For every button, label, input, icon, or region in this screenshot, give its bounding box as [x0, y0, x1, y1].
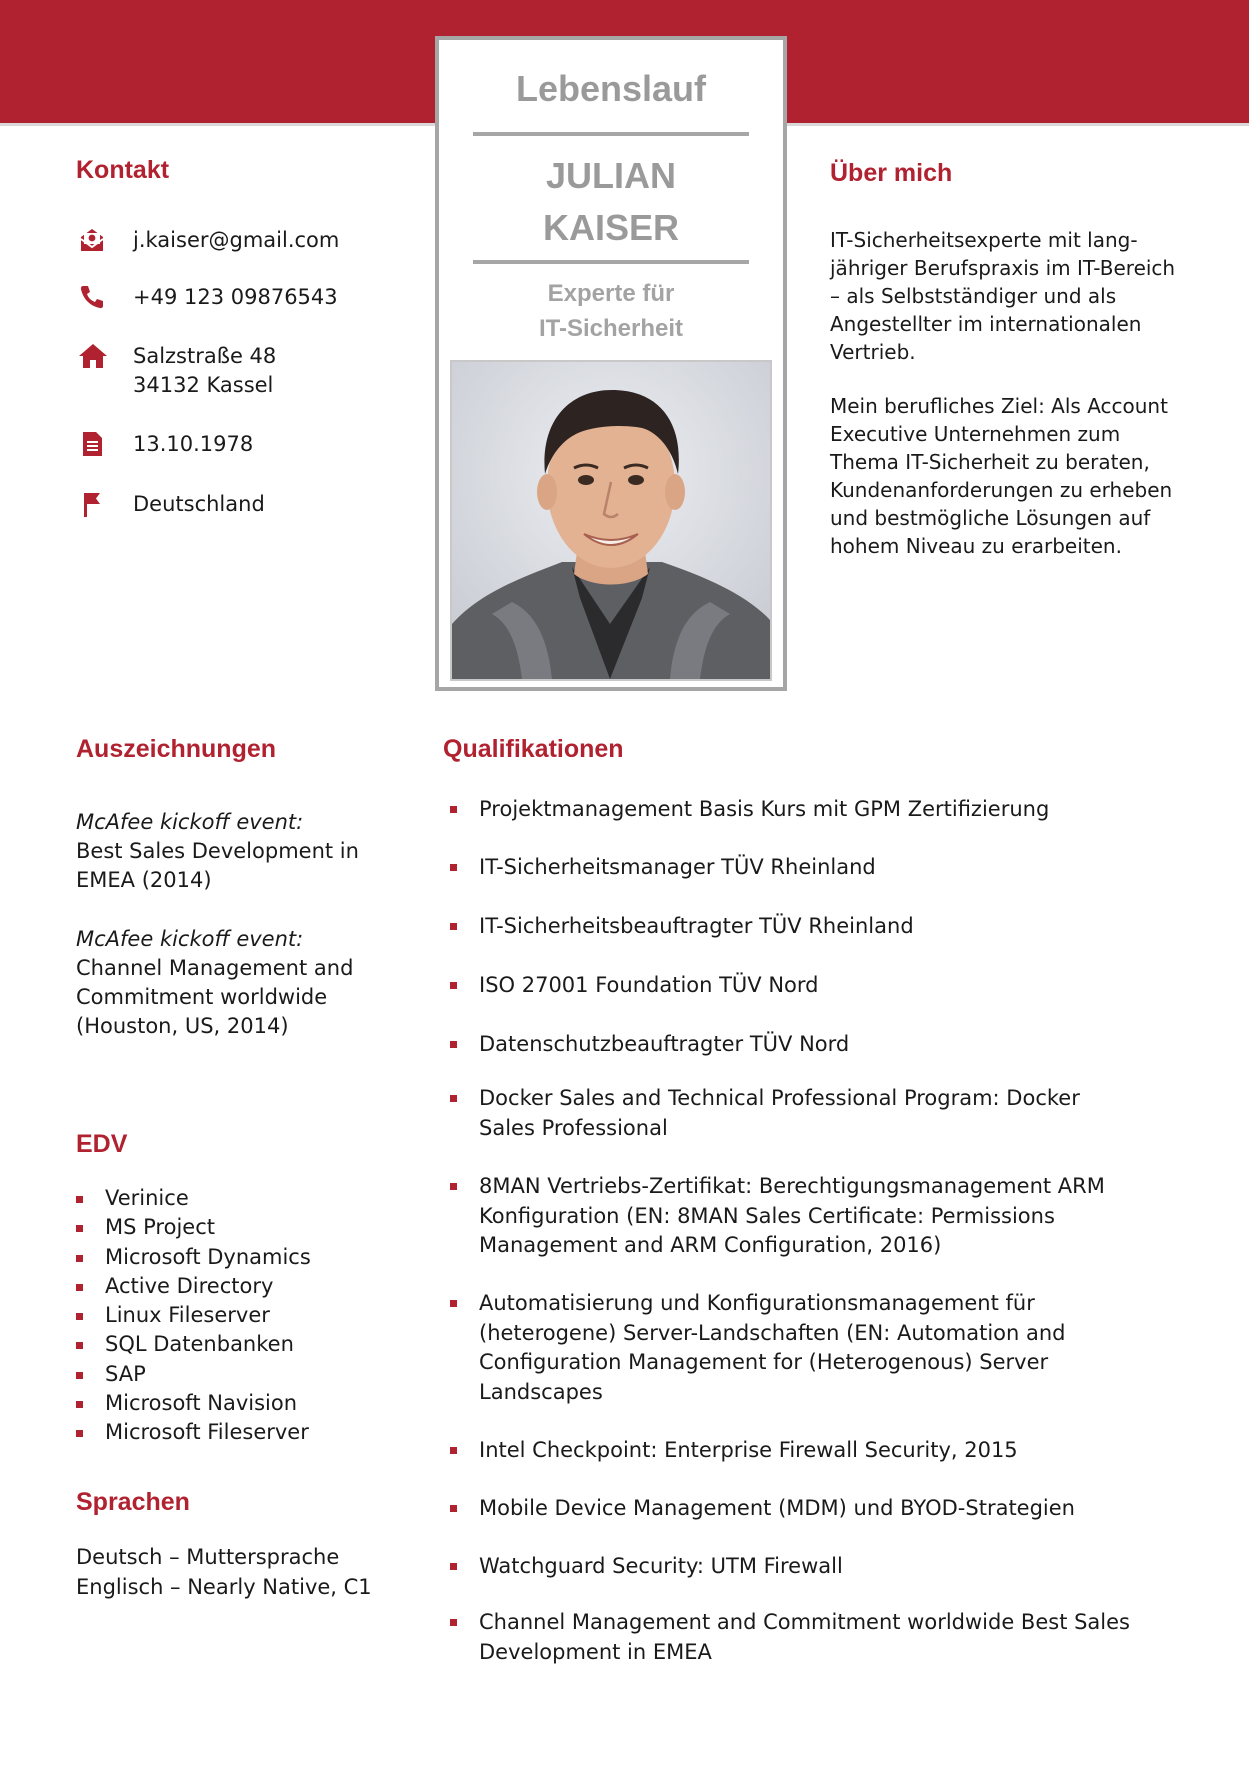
- about-heading: Über mich: [830, 159, 953, 187]
- list-item-label: Docker Sales and Technical Professional Program: Docker Sales Professional: [479, 1086, 1080, 1140]
- award-event: McAfee kickoff event:: [76, 927, 304, 951]
- list-item: [76, 1418, 396, 1447]
- list-item: [76, 1330, 396, 1359]
- bullet: [450, 1447, 457, 1454]
- list-item: [449, 795, 1179, 825]
- job-title-line-2: IT-Sicherheit: [538, 315, 684, 342]
- first-name: JULIAN: [545, 155, 676, 196]
- bullet: [450, 982, 457, 989]
- bullet: [450, 1183, 457, 1190]
- card-divider: [473, 260, 749, 264]
- bullet: [450, 1041, 457, 1048]
- award-item: [76, 808, 376, 895]
- birthdate-text: 13.10.1978: [133, 432, 254, 456]
- bullet: [76, 1430, 83, 1437]
- contact-heading: Kontakt: [76, 156, 170, 184]
- list-item-label: Microsoft Dynamics: [105, 1244, 311, 1269]
- contact-address: [78, 342, 408, 404]
- bullet: [76, 1313, 83, 1320]
- languages-heading: Sprachen: [76, 1488, 190, 1516]
- bullet: [76, 1196, 83, 1203]
- list-item-label: Verinice: [105, 1186, 189, 1210]
- list-item: [76, 1213, 396, 1242]
- award-item: [76, 925, 356, 1041]
- list-item: [449, 912, 1179, 942]
- document-icon: [78, 430, 106, 458]
- award-text: Channel Management and Commitment worldwide (Houston, US, 2014): [76, 956, 354, 1038]
- list-item-label: Linux Fileserver: [105, 1303, 270, 1328]
- list-item-label: Microsoft Navision: [105, 1391, 298, 1416]
- list-item-label: Automatisierung und Konfigurationsmanagement für (heterogene) Server-Landschaften (EN: Automation and Configuration Management for (Heterogenous) Server Landscapes: [479, 1291, 1066, 1404]
- bullet: [450, 1095, 457, 1102]
- award-text: Best Sales Development in EMEA (2014): [76, 839, 359, 892]
- list-item-label: 8MAN Vertriebs-Zertifikat: Berechtigungsmanagement ARM Konfiguration (EN: 8MAN Sales Certificate: Permissions Management and ARM Configuration, 2016): [479, 1174, 1105, 1257]
- last-name: KAISER: [542, 207, 680, 248]
- phone-icon: [78, 283, 106, 311]
- list-item: [449, 1436, 1179, 1466]
- contact-email: [78, 226, 408, 266]
- bullet: [450, 806, 457, 813]
- list-item-label: IT-Sicherheitsmanager TÜV Rheinland: [479, 855, 876, 879]
- card-divider: [473, 132, 749, 136]
- list-item: [76, 1301, 396, 1330]
- edv-heading: EDV: [76, 1130, 128, 1158]
- list-item-label: Intel Checkpoint: Enterprise Firewall Security, 2015: [479, 1438, 1018, 1462]
- bullet: [76, 1225, 83, 1232]
- list-item: [76, 1243, 396, 1272]
- list-item: [76, 1360, 396, 1389]
- list-item-label: Mobile Device Management (MDM) und BYOD-Strategien: [479, 1496, 1075, 1520]
- portrait-illustration: [452, 362, 770, 679]
- name-card: [435, 36, 787, 691]
- list-item-label: Active Directory: [105, 1273, 274, 1298]
- nationality-text: Deutschland: [133, 492, 265, 516]
- address-text: Salzstraße 48 34132 Kassel: [133, 344, 277, 397]
- document-title: Lebenslauf: [515, 68, 707, 109]
- about-paragraph-2: Mein berufliches Ziel: Als Account Executive Unternehmen zum Thema IT-Sicherheit zu beraten, Kundenanforderungen zu erheben und bestmögliche Lösungen auf hohem Niveau zu erarbeiten.: [830, 394, 1173, 558]
- list-item-label: Projektmanagement Basis Kurs mit GPM Zertifizierung: [479, 797, 1050, 821]
- list-item-label: Datenschutzbeauftragter TÜV Nord: [479, 1032, 850, 1056]
- bullet: [76, 1372, 83, 1379]
- phone-text: +49 123 09876543: [133, 285, 338, 309]
- bullet: [76, 1255, 83, 1262]
- list-item: [76, 1272, 396, 1301]
- bullet: [450, 1505, 457, 1512]
- bullet: [450, 864, 457, 871]
- bullet: [450, 1563, 457, 1570]
- award-event: McAfee kickoff event:: [76, 810, 304, 834]
- bullet: [450, 923, 457, 930]
- languages-list: [76, 1542, 372, 1602]
- list-item-label: IT-Sicherheitsbeauftragter TÜV Rheinland: [479, 914, 914, 938]
- bullet: [76, 1401, 83, 1408]
- list-item-label: Channel Management and Commitment worldwide Best Sales Development in EMEA: [479, 1610, 1130, 1664]
- list-item-label: MS Project: [105, 1215, 215, 1240]
- list-item: [449, 1030, 1179, 1060]
- awards-heading: Auszeichnungen: [76, 735, 277, 763]
- contact-phone: [78, 283, 408, 323]
- list-item: [76, 1184, 396, 1213]
- flag-icon: [78, 490, 106, 518]
- list-item: [449, 1172, 1159, 1261]
- profile-photo: [450, 360, 772, 681]
- qualifications-heading: Qualifikationen: [443, 735, 624, 763]
- bullet: [76, 1342, 83, 1349]
- edv-list: [76, 1184, 396, 1448]
- job-title: [439, 276, 783, 346]
- contact-birthdate: [78, 430, 408, 470]
- bullet: [450, 1619, 457, 1626]
- about-paragraph-1: IT-Sicherheitsexperte mit lang-jähriger Berufspraxis im IT-Bereich – als Selbstständiger und als Angestellter im internationalen Vertrieb.: [830, 228, 1176, 364]
- list-item: [449, 1608, 1159, 1667]
- person-name: [439, 150, 783, 254]
- mail-icon: [78, 226, 106, 254]
- contact-nationality: [78, 490, 408, 530]
- list-item-label: Microsoft Fileserver: [105, 1420, 309, 1445]
- list-item-label: SQL Datenbanken: [105, 1332, 294, 1357]
- list-item: [449, 1289, 1159, 1407]
- list-item-label: SAP: [105, 1361, 146, 1386]
- language-item: Deutsch – Muttersprache: [76, 1545, 340, 1569]
- list-item-label: Watchguard Security: UTM Firewall: [479, 1554, 843, 1578]
- list-item: [76, 1389, 396, 1418]
- list-item: [449, 971, 1179, 1001]
- list-item-label: ISO 27001 Foundation TÜV Nord: [479, 973, 819, 997]
- list-item: [449, 1084, 1119, 1143]
- language-item: Englisch – Nearly Native, C1: [76, 1575, 372, 1599]
- bullet: [450, 1300, 457, 1307]
- home-icon: [78, 342, 106, 370]
- job-title-line-1: Experte für: [547, 280, 675, 307]
- email-text: j.kaiser@gmail.com: [133, 228, 340, 252]
- list-item: [449, 1494, 1179, 1524]
- list-item: [449, 1552, 1179, 1582]
- list-item: [449, 853, 1179, 883]
- bullet: [76, 1284, 83, 1291]
